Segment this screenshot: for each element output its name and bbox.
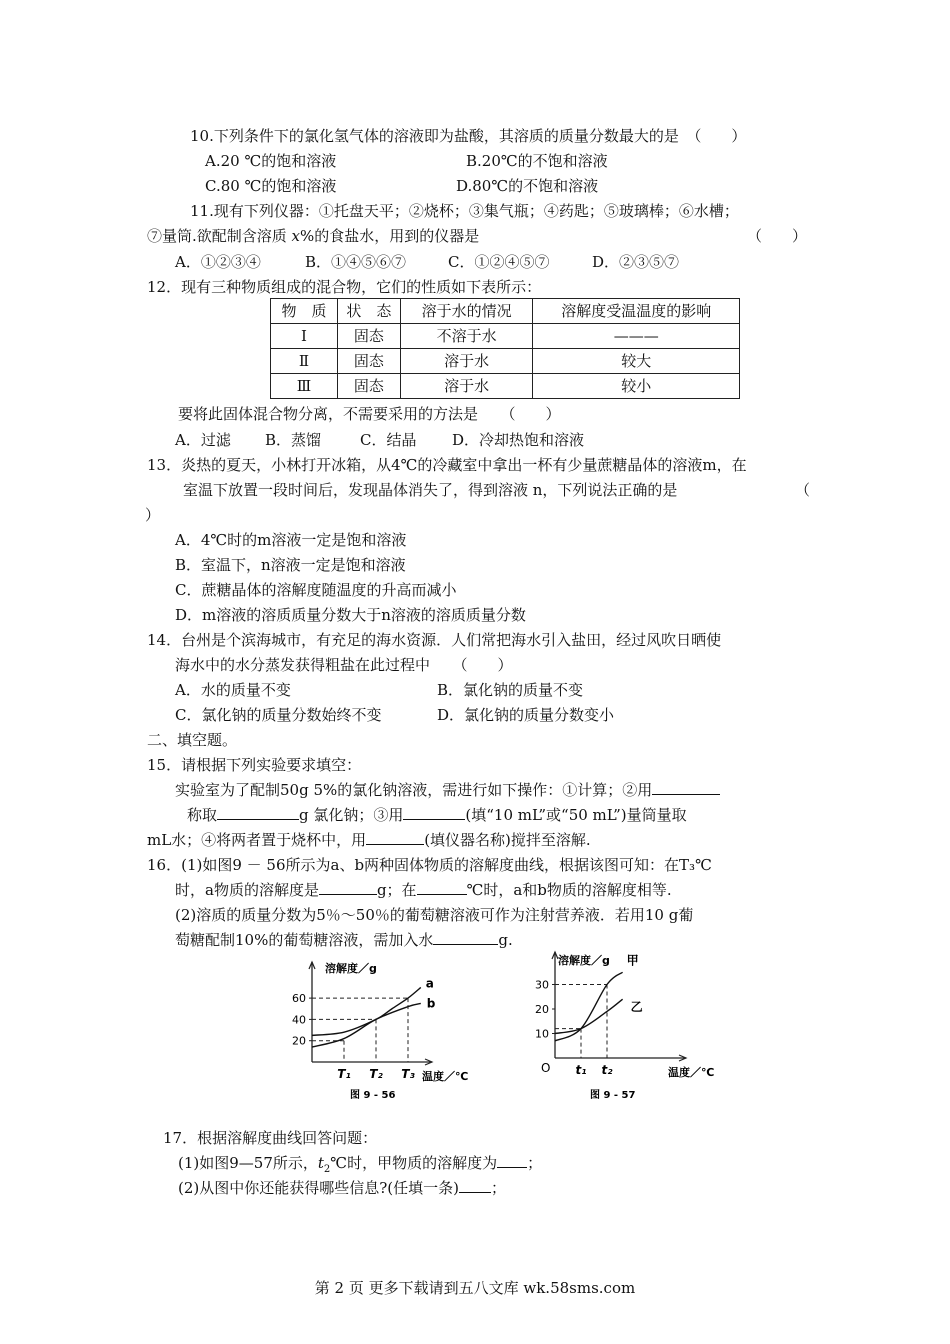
x-tick-label: T₃ xyxy=(401,1067,415,1081)
q14-line2: 海水中的水分蒸发获得粗盐在此过程中 （ ） xyxy=(175,656,513,674)
answer-blank[interactable] xyxy=(217,805,299,820)
q11-option-b: B．①④⑤⑥⑦ xyxy=(305,253,407,271)
table-cell: Ⅱ xyxy=(271,349,338,374)
series-label: b xyxy=(426,996,436,1011)
series-label: 甲 xyxy=(626,953,639,968)
q15-line4: mL水；④将两者置于烧杯中，用 (填仪器名称)搅拌至溶解. xyxy=(147,831,591,849)
table-cell: 溶于水 xyxy=(400,349,533,374)
table-header: 溶解度受温温度的影响 xyxy=(533,299,740,324)
q14-option-b: B．氯化钠的质量不变 xyxy=(437,681,584,699)
q10-stem: 10.下列条件下的氯化氢气体的溶液即为盐酸，其溶质的质量分数最大的是 （ ） xyxy=(190,127,747,145)
table-header: 溶于水的情况 xyxy=(400,299,533,324)
y-tick-label: 20 xyxy=(535,1003,549,1016)
q15-line3: 称取 g 氯化钠；③用 (填“10 mL”或“50 mL”)量筒量取 xyxy=(187,806,687,824)
series-curve-first xyxy=(312,987,421,1035)
q10-option-b: B.20℃的不饱和溶液 xyxy=(466,152,608,170)
x-axis-label: 温度／℃ xyxy=(422,1070,469,1083)
q11-stem-line1: 11.现有下列仪器：①托盘天平；②烧杯；③集气瓶；④药匙；⑤玻璃棒；⑥水槽； xyxy=(190,202,739,220)
page-footer: 第 2 页 更多下载请到五八文库 wk.58sms.com xyxy=(314,1279,636,1297)
table-cell: 固态 xyxy=(337,324,400,349)
series-curve-first xyxy=(555,972,623,1041)
q12-option-b: B．蒸馏 xyxy=(265,431,322,449)
y-axis-label: 溶解度／g xyxy=(325,962,377,975)
q15-line1: 15．请根据下列实验要求填空： xyxy=(147,756,362,774)
q16-line4: 萄糖配制10%的葡萄糖溶液，需加入水 g. xyxy=(175,931,513,949)
y-axis-label: 溶解度／g xyxy=(558,954,610,967)
q12-question: 要将此固体混合物分离，不需要采用的方法是 （ ） xyxy=(178,405,561,423)
q13-line1: 13．炎热的夏天，小林打开冰箱，从4℃的冷藏室中拿出一杯有少量蔗糖晶体的溶液m，在 xyxy=(147,456,747,474)
q17-line1: 17．根据溶解度曲线回答问题： xyxy=(163,1129,378,1147)
table-header: 物 质 xyxy=(271,299,338,324)
q10-option-c: C.80 ℃的饱和溶液 xyxy=(205,177,337,195)
figure-9-57 xyxy=(535,952,714,1101)
answer-blank[interactable] xyxy=(366,830,424,845)
series-curve-second xyxy=(312,1003,421,1047)
y-tick-label: 10 xyxy=(535,1027,549,1041)
x-axis-arrow xyxy=(425,1059,432,1065)
q10-option-a: A.20 ℃的饱和溶液 xyxy=(205,152,337,170)
q17-line2: (1)如图9—57所示，$t_2℃$时，甲物质的溶解度为 ； xyxy=(178,1154,543,1175)
table-cell: Ⅲ xyxy=(271,374,338,399)
q12-stem: 12．现有三种物质组成的混合物，它们的性质如下表所示： xyxy=(147,278,542,296)
q13-line2: 室温下放置一段时间后，发现晶体消失了，得到溶液 n，下列说法正确的是 xyxy=(183,481,678,499)
q14-option-d: D．氯化钠的质量分数变小 xyxy=(437,706,615,724)
figure-caption: 图 9 - 57 xyxy=(590,1090,636,1101)
q13-option-b: B．室温下，n溶液一定是饱和溶液 xyxy=(175,556,406,574)
q10-option-d: D.80℃的不饱和溶液 xyxy=(456,177,599,195)
q14-option-c: C．氯化钠的质量分数始终不变 xyxy=(175,706,382,724)
q13-option-a: A．4℃时的m溶液一定是饱和溶液 xyxy=(175,531,407,549)
q16-line1: 16．(1)如图9 － 56所示为a、b两种固体物质的溶解度曲线，根据该图可知：在T₃℃ xyxy=(147,856,712,874)
x-tick-label: t₂ xyxy=(601,1063,613,1077)
x-tick-label: T₂ xyxy=(369,1067,383,1081)
y-tick-label: 30 xyxy=(535,978,549,992)
answer-blank[interactable] xyxy=(319,880,377,895)
x-axis-label: 温度／℃ xyxy=(668,1066,715,1079)
y-axis-arrow xyxy=(309,962,315,969)
q15-line2: 实验室为了配制50g 5%的氯化钠溶液，需进行如下操作：①计算；②用 xyxy=(175,780,720,800)
answer-blank[interactable] xyxy=(433,930,498,945)
table-header: 状 态 xyxy=(337,299,400,324)
q13-paren-close: ） xyxy=(145,506,161,524)
series-label: a xyxy=(425,976,434,991)
x-tick-label: T₁ xyxy=(337,1067,351,1081)
q11-stem-line2: ⑦量筒.欲配制含溶质 x%的食盐水，用到的仪器是 xyxy=(147,227,480,245)
q12-option-c: C．结晶 xyxy=(360,431,417,449)
q11-option-d: D．②③⑤⑦ xyxy=(592,253,680,271)
answer-blank[interactable] xyxy=(652,780,720,795)
figure-9-56 xyxy=(292,961,468,1101)
q17-line3: (2)从图中你还能获得哪些信息?(任填一条) ； xyxy=(178,1179,507,1197)
q14-line1: 14．台州是个滨海城市，有充足的海水资源．人们常把海水引入盐田，经过风吹日晒使 xyxy=(147,631,722,649)
series-curve-second xyxy=(555,999,623,1033)
q13-option-c: C．蔗糖晶体的溶解度随温度的升高而减小 xyxy=(175,581,457,599)
y-axis-arrow xyxy=(552,952,558,959)
table-cell: 不溶于水 xyxy=(400,324,533,349)
q12-option-a: A．过滤 xyxy=(175,431,231,449)
answer-blank[interactable] xyxy=(403,805,465,820)
q16-line2: 时，a物质的溶解度是 g；在 ℃时，a和b物质的溶解度相等. xyxy=(175,881,672,899)
q12-option-d: D．冷却热饱和溶液 xyxy=(452,431,585,449)
q16-line3: (2)溶质的质量分数为5％～50％的葡萄糖溶液可作为注射营养液．若用10 g葡 xyxy=(175,906,694,924)
y-tick-label: 60 xyxy=(292,992,306,1006)
properties-table xyxy=(270,298,740,399)
series-label: 乙 xyxy=(630,1000,643,1015)
table-row xyxy=(271,349,740,374)
q11-paren: （ ） xyxy=(747,227,808,245)
q11-option-c: C．①②④⑤⑦ xyxy=(448,253,550,271)
table-row xyxy=(271,374,740,399)
q11-option-a: A．①②③④ xyxy=(175,253,261,271)
section-heading: 二、填空题。 xyxy=(147,731,238,749)
x-axis-arrow xyxy=(679,1055,686,1061)
q13-option-d: D．m溶液的溶质质量分数大于n溶液的溶质质量分数 xyxy=(175,606,526,624)
y-tick-label: 20 xyxy=(292,1034,306,1048)
table-cell: Ⅰ xyxy=(271,324,338,349)
origin-label: O xyxy=(541,1061,551,1075)
x-tick-label: t₁ xyxy=(575,1063,587,1077)
table-cell: ——— xyxy=(533,324,740,349)
table-cell: 固态 xyxy=(337,374,400,399)
q13-paren-open: （ xyxy=(795,481,811,499)
q14-option-a: A．水的质量不变 xyxy=(175,681,291,699)
answer-blank[interactable] xyxy=(417,880,467,895)
table-header-row xyxy=(271,299,740,324)
table-cell: 固态 xyxy=(337,349,400,374)
answer-blank[interactable] xyxy=(459,1178,491,1193)
figure-caption: 图 9 - 56 xyxy=(350,1090,396,1101)
table-cell: 溶于水 xyxy=(400,374,533,399)
table-row xyxy=(271,324,740,349)
y-tick-label: 40 xyxy=(292,1013,306,1027)
table-cell: 较大 xyxy=(533,349,740,374)
table-cell: 较小 xyxy=(533,374,740,399)
answer-blank[interactable] xyxy=(497,1153,527,1168)
